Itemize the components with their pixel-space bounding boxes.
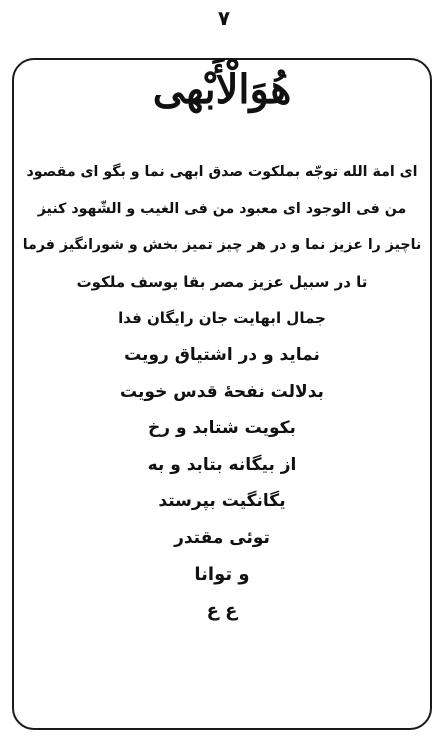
text-line: و توانا xyxy=(194,563,250,585)
text-line: من فی الوجود ای معبود من فی الغیب و الشّهود کنیز xyxy=(37,200,407,217)
text-line: جمال ابهایت جان رایگان فدا xyxy=(118,309,326,328)
text-frame xyxy=(12,58,432,730)
body-text xyxy=(20,154,424,630)
text-line: توئی مقتدر xyxy=(174,527,270,548)
page-number: ۷ xyxy=(217,6,231,30)
heading: هُوَالْأَبْهی xyxy=(152,66,292,113)
text-line: بدلالت نفحهٔ قدس خویت xyxy=(120,381,324,402)
signature: ع ع xyxy=(206,600,238,622)
text-line: ای امة الله توجّه بملکوت صدق ابهی نما و بگو ای مقصود xyxy=(26,164,418,180)
text-line: تا در سبیل عزیز مصر بقا یوسف ملکوت xyxy=(76,272,368,291)
text-line: یگانگیت بپرستد xyxy=(158,491,286,512)
text-line: نماید و در اشتیاق رویت xyxy=(124,344,320,365)
text-line: بکویت شتابد و رخ xyxy=(148,418,296,439)
text-line: ناچیز را عزیز نما و در هر چیز تمیز بخش و شورانگیز فرما xyxy=(22,237,422,254)
text-line: از بیگانه بتابد و به xyxy=(147,454,297,475)
